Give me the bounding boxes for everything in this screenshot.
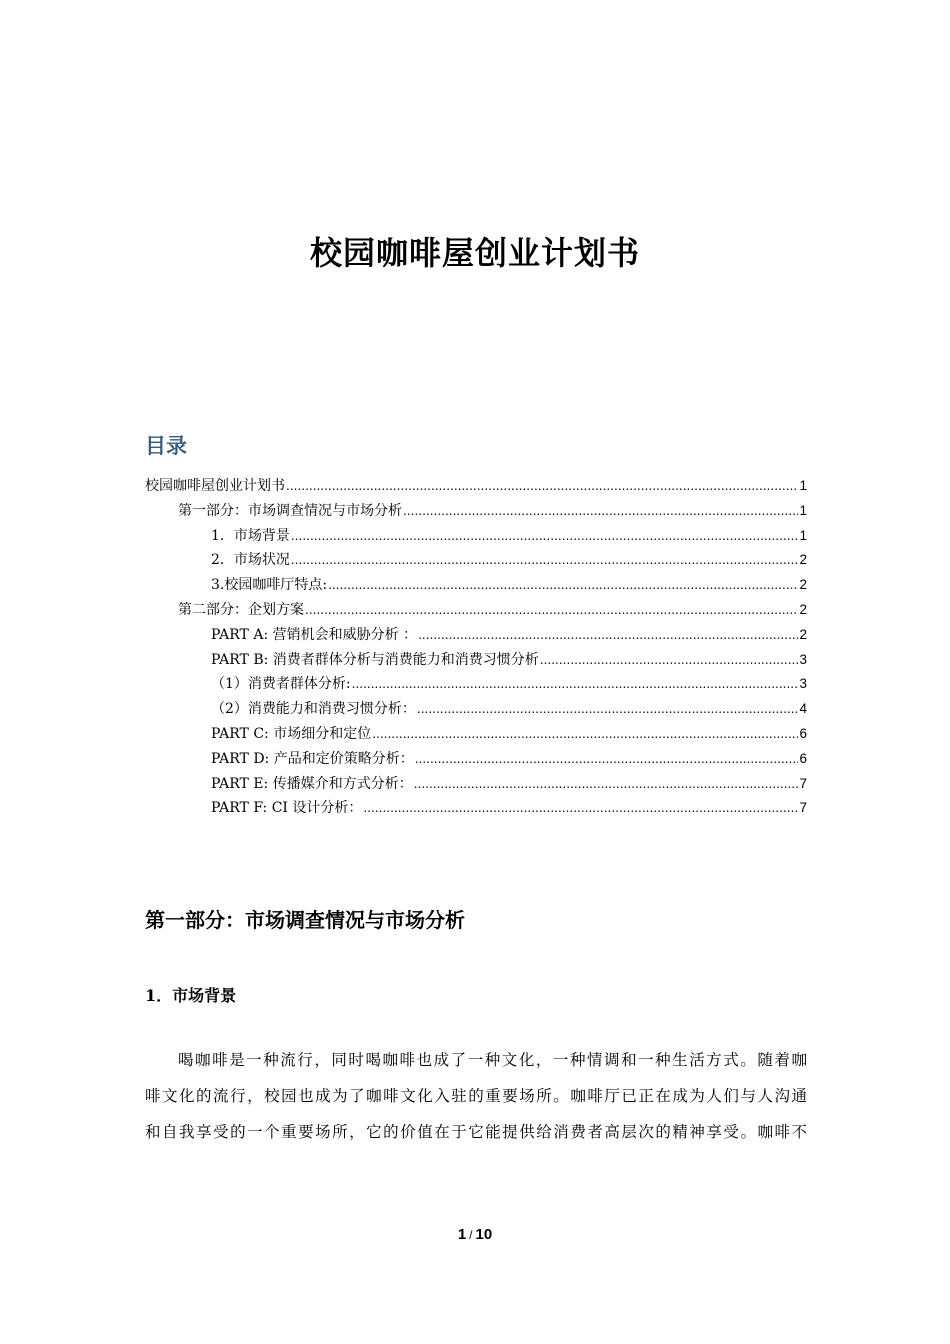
toc-dot-leader: [372, 727, 798, 741]
toc-entry[interactable]: [145, 624, 807, 649]
toc-entry-page-number: 2: [799, 626, 807, 642]
toc-entry-label: PART F: CI 设计分析：: [211, 800, 363, 817]
toc-dot-leader: [415, 752, 799, 766]
toc-entry[interactable]: [145, 773, 807, 798]
toc-entry-label: PART A: 营销机会和威胁分析 ：: [211, 626, 418, 643]
toc-entry-page-number: 2: [799, 601, 807, 617]
toc-dot-leader: [540, 653, 799, 667]
toc-entry-page-number: 1: [799, 527, 807, 543]
toc-entry-page-number: 1: [799, 502, 807, 518]
toc-entry[interactable]: [145, 549, 807, 574]
toc-entry-label: 3.校园咖啡厅特点:: [211, 577, 328, 594]
toc-entry-label: PART B: 消费者群体分析与消费能力和消费习惯分析: [211, 651, 539, 668]
toc-entry[interactable]: [145, 599, 807, 624]
toc-entry-page-number: 3: [799, 651, 807, 667]
toc-entry[interactable]: [145, 698, 807, 723]
toc-dot-leader: [417, 702, 799, 716]
toc-heading: 目录: [145, 433, 187, 458]
toc-entry-label: PART E: 传播媒介和方式分析：: [211, 775, 413, 792]
toc-entry-page-number: 7: [799, 775, 807, 791]
toc-entry-page-number: 1: [799, 478, 807, 493]
toc-entry[interactable]: [145, 723, 807, 748]
body-paragraph: [145, 1042, 807, 1150]
toc-dot-leader: [305, 603, 798, 617]
toc-entry[interactable]: [145, 525, 807, 550]
document-title: 校园咖啡屋创业计划书: [309, 234, 640, 272]
paragraph-line: 啡文化的流行，校园也成为了咖啡文化入驻的重要场所。咖啡厅已正在成为人们与人沟通: [145, 1087, 807, 1105]
toc-entry-label: 1．市场背景: [211, 527, 290, 544]
total-pages-number: 10: [475, 1226, 493, 1243]
paragraph-line: 喝咖啡是一种流行，同时喝咖啡也成了一种文化，一种情调和一种生活方式。随着咖: [178, 1051, 807, 1069]
paragraph-line: 和自我享受的一个重要场所，它的价值在于它能提供给消费者高层次的精神享受。咖啡不: [145, 1123, 807, 1141]
toc-entry-label: 第二部分：企划方案: [178, 601, 304, 618]
toc-dot-leader: [403, 504, 798, 518]
toc-entry[interactable]: [145, 797, 807, 822]
toc-entry-label: 校园咖啡屋创业计划书: [145, 478, 285, 494]
toc-dot-leader: [363, 801, 798, 815]
current-page-number: 1: [457, 1226, 467, 1243]
toc-entry[interactable]: [145, 574, 807, 599]
toc-entry-page-number: 7: [799, 800, 807, 816]
page-number-footer: [0, 1226, 950, 1243]
toc-entry[interactable]: [145, 673, 807, 698]
toc-entry-label: PART C: 市场细分和定位: [211, 725, 372, 742]
toc-dot-leader: [291, 553, 799, 567]
toc-entry-page-number: 6: [799, 750, 807, 766]
toc-entry[interactable]: [145, 649, 807, 674]
toc-entry-page-number: 4: [799, 701, 807, 717]
toc-entry[interactable]: [145, 748, 807, 773]
toc-dot-leader: [286, 479, 798, 493]
section-heading: 第一部分：市场调查情况与市场分析: [145, 908, 465, 932]
table-of-contents: [145, 475, 807, 822]
toc-entry-label: 第一部分：市场调查情况与市场分析: [178, 502, 402, 519]
toc-dot-leader: [291, 529, 799, 543]
toc-dot-leader: [418, 628, 798, 642]
toc-entry-label: （1）消费者群体分析:: [211, 676, 351, 693]
toc-dot-leader: [352, 677, 799, 691]
toc-entry-label: 2．市场状况: [211, 552, 290, 569]
toc-dot-leader: [414, 777, 799, 791]
toc-entry-page-number: 3: [799, 676, 807, 692]
toc-entry[interactable]: [145, 475, 807, 500]
toc-entry-label: PART D: 产品和定价策略分析：: [211, 750, 414, 767]
toc-entry[interactable]: [145, 500, 807, 525]
page-separator: /: [469, 1228, 473, 1242]
toc-entry-label: （2）消费能力和消费习惯分析：: [211, 701, 416, 718]
toc-dot-leader: [328, 578, 798, 592]
toc-entry-page-number: 2: [799, 552, 807, 568]
toc-entry-page-number: 6: [799, 725, 807, 741]
subsection-heading: 1．市场背景: [145, 986, 237, 1005]
toc-entry-page-number: 2: [799, 577, 807, 593]
